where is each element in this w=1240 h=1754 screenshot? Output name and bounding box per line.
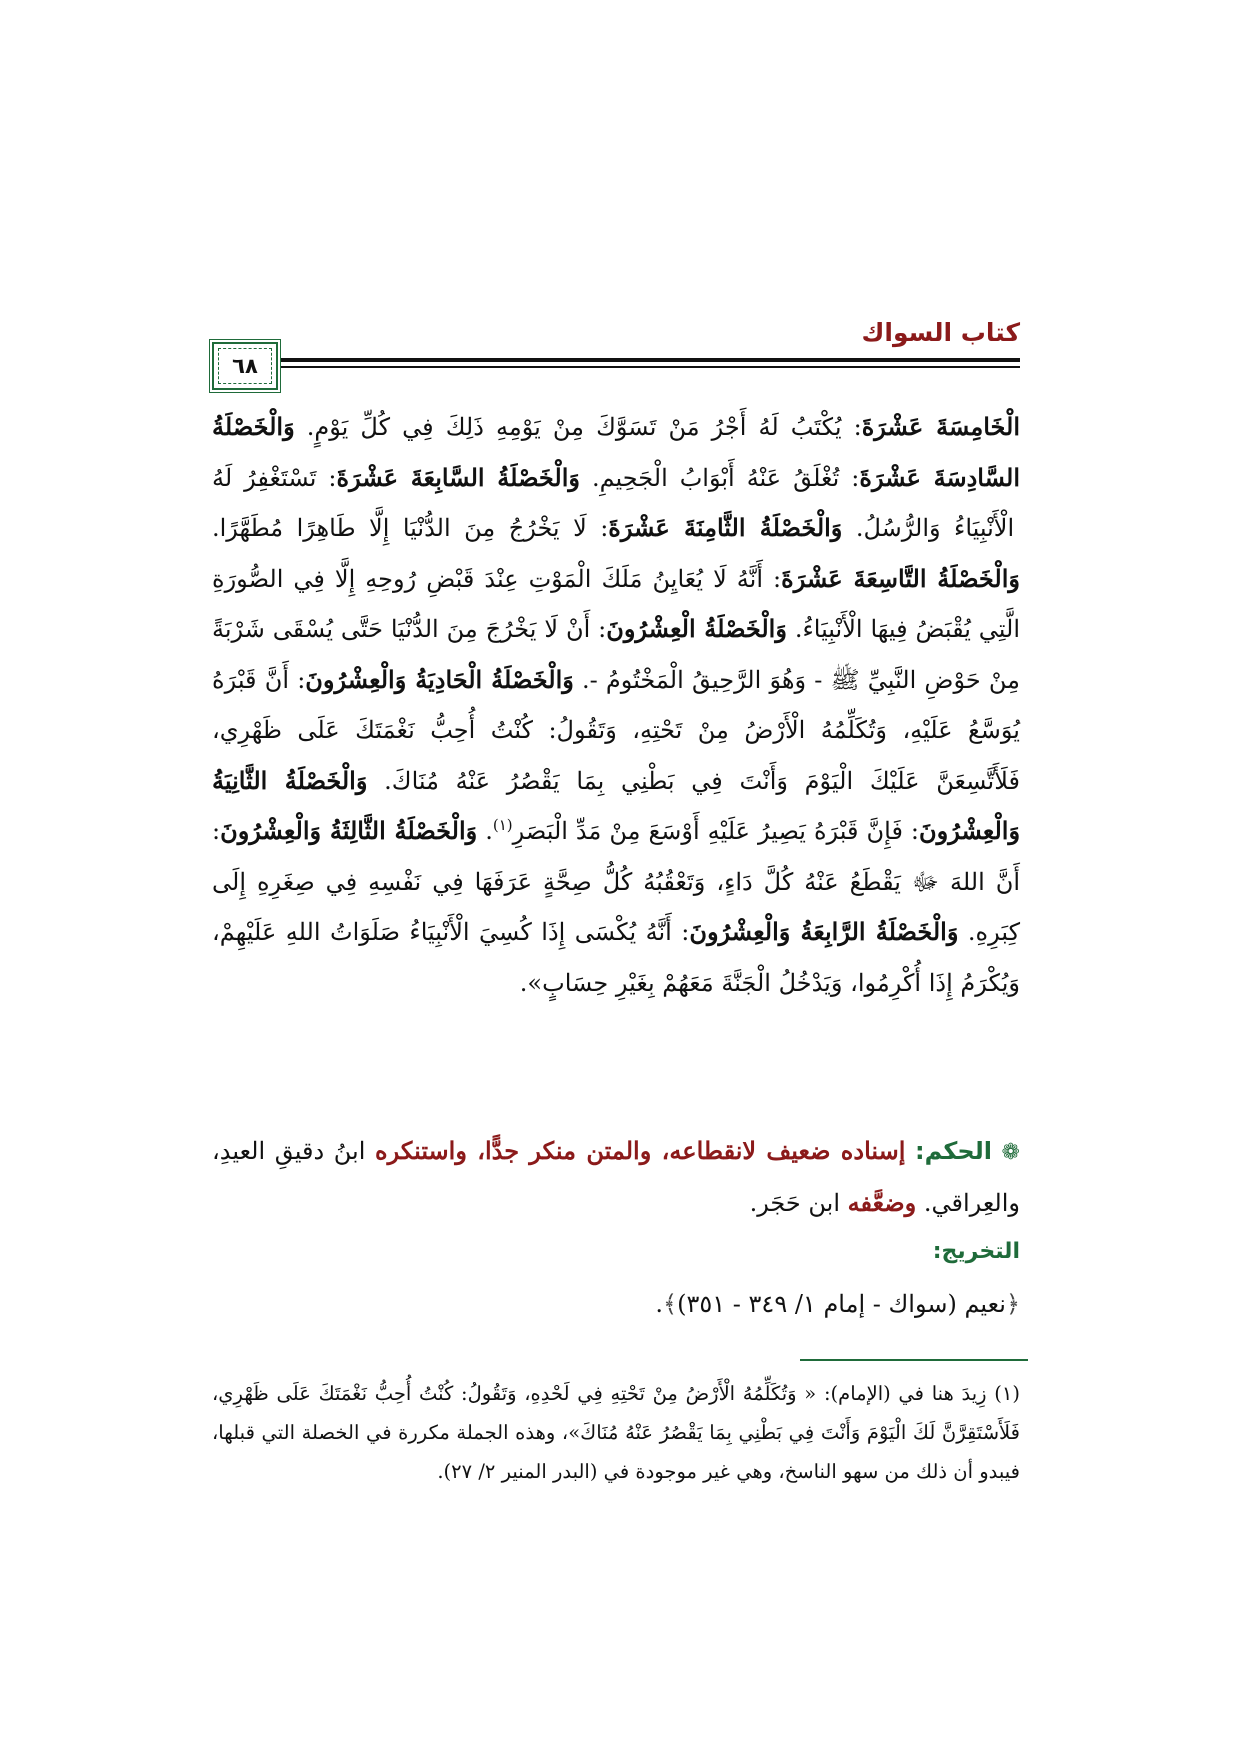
trait-text: : أَنْ لَا يَخْرُجَ مِنَ الدُّنْيَا حَتَّى يُسْقَى شَرْبَةً مِنْ حَوْضِ النَّبِيِّ ﷺ - وَهُوَ الرَّحِيقُ الْمَخْتُومُ -. (212, 615, 1020, 694)
footnote-divider (800, 1359, 1028, 1361)
header-rule (212, 358, 1020, 362)
trait-text: : أَنَّهُ لَا يُعَايِنُ مَلَكَ الْمَوْتِ عِنْدَ قَبْضِ رُوحِهِ إِلَّا فِي الصُّورَةِ الَّتِي يُقْبَضُ فِيهَا الْأَنْبِيَاءُ. (212, 564, 1021, 643)
trait-heading: وَالْخَصْلَةُ الثَّانِيَةُ وَالْعِشْرُونَ (212, 765, 1021, 845)
trait-heading: وَالْخَصْلَةُ السَّابِعَةَ عَشْرَةَ (336, 462, 580, 492)
header-rule-thin (212, 366, 1020, 368)
takhrij-source (212, 1278, 1020, 1330)
hadith-paragraph (212, 402, 1020, 1008)
page-header (212, 316, 1020, 386)
main-text (212, 402, 1020, 1008)
book-title: كتاب السواك (861, 318, 1020, 347)
verdict-weakened: وضعَّفه (847, 1188, 917, 1217)
trait-text: : فَإِنَّ قَبْرَهُ يَصِيرُ عَلَيْهِ أَوْسَعَ مِنْ مَدِّ الْبَصَرِ (512, 817, 920, 845)
verdict-text: ابنُ دقيقِ العيدِ، والعِراقي. (212, 1137, 1020, 1217)
trait-heading: وَالْخَصْلَةُ الْعِشْرُونَ (606, 614, 787, 643)
trait-heading: الْخَامِسَةَ عَشْرَةَ (861, 412, 1020, 441)
trait-heading: وَالْخَصْلَةُ الرَّابِعَةُ وَالْعِشْرُونَ (689, 917, 959, 946)
takhrij-label: التخريج: (932, 1239, 1020, 1264)
trait-text-end: . (477, 817, 493, 845)
footnote-ref[interactable]: (١) (492, 816, 513, 834)
verdict-label: الحكم: (915, 1137, 992, 1165)
takhrij-section (212, 1226, 1020, 1330)
verdict-text-end: ابن حَجَر. (749, 1189, 848, 1217)
trait-text: : أَنَّهُ يُكْسَى إِذَا كُسِيَ الْأَنْبِيَاءُ صَلَوَاتُ اللهِ عَلَيْهِمْ، وَيُكْرَمُ إِذَا أُكْرِمُوا، وَيَدْخُلُ الْجَنَّةَ مَعَهُمْ بِغَيْرِ حِسَابٍ». (212, 918, 1020, 997)
flower-ornament-icon: ❁ (1001, 1140, 1020, 1165)
footnote-text: (١) زِيدَ هنا في (الإمام): « وَتُكَلِّمُهُ الْأَرْضُ مِنْ تَحْتِهِ فِي لَحْدِهِ، وَتَقُولُ: كُنْتُ أُحِبُّ نَغْمَتَكَ عَلَى ظَهْرِي، فَلَأَسْتَقِرَّنَّ لَكَ الْيَوْمَ وَأَنْتَ فِي بَطْنِي بِمَا يَقْصُرُ عَنْهُ مُنَاكَ»، وهذه الجملة مكررة في الخصلة التي قبلها، فيبدو أن ذلك من سهو الناسخ، وهي غير موجودة في (البدر المنير ٢/ ٢٧). (212, 1382, 1020, 1483)
trait-heading: وَالْخَصْلَةُ السَّادِسَةَ عَشْرَةَ (212, 412, 1020, 492)
takhrij-end: . (655, 1290, 664, 1318)
footnote (212, 1374, 1020, 1491)
trait-heading: وَالْخَصْلَةُ الثَّالِثَةُ وَالْعِشْرُونَ (220, 816, 478, 845)
trait-text: : تَسْتَغْفِرُ لَهُ الْأَنْبِيَاءُ وَالرُّسُلُ. (212, 463, 1015, 542)
page-number-badge (212, 342, 278, 390)
trait-text: : أَنَّ قَبْرَهُ يُوَسَّعُ عَلَيْهِ، وَتُكَلِّمُهُ الْأَرْضُ مِنْ تَحْتِهِ، وَتَقُولُ: كُنْتُ أُحِبُّ نَغْمَتَكَ عَلَى ظَهْرِي، فَلَأَتَّسِعَنَّ عَلَيْكَ الْيَوْمَ وَأَنْتَ فِي بَطْنِي بِمَا يَقْصُرُ عَنْهُ مُنَاكَ. (212, 665, 1020, 795)
trait-heading: وَالْخَصْلَةُ الْحَادِيَةُ وَالْعِشْرُونَ (305, 664, 574, 694)
verdict-paragraph (212, 1126, 1020, 1228)
verdict-ruling: إسناده ضعيف لانقطاعه، والمتن منكر جدًّا، واستنكره (375, 1136, 906, 1165)
trait-text: : لَا يَخْرُجُ مِنَ الدُّنْيَا إِلَّا طَاهِرًا مُطَهَّرًا. (212, 514, 609, 542)
takhrij-reference: نعيم (سواك - إمام ١/ ٣٤٩ - ٣٥١) (677, 1290, 1006, 1318)
trait-text: : تُغْلَقُ عَنْهُ أَبْوَابُ الْجَحِيمِ. (579, 463, 860, 492)
trait-heading: وَالْخَصْلَةُ الثَّامِنَةَ عَشْرَةَ (608, 513, 843, 542)
bracket-close: ﴾ (663, 1290, 678, 1318)
bracket-open: ﴿ (1005, 1290, 1020, 1318)
page-number: ٦٨ (232, 354, 258, 378)
trait-heading: وَالْخَصْلَةُ التَّاسِعَةَ عَشْرَةَ (781, 563, 1020, 593)
trait-text: : يُكْتَبُ لَهُ أَجْرُ مَنْ تَسَوَّكَ مِنْ يَوْمِهِ ذَلِكَ فِي كُلِّ يَوْمٍ. (294, 413, 862, 441)
trait-text: : أَنَّ اللهَ ﷻ يَقْطَعُ عَنْهُ كُلَّ دَاءٍ، وَتَعْقُبُهُ كُلُّ صِحَّةٍ عَرَفَهَا فِي نَفْسِهِ فِي صِغَرِهِ إِلَى كِبَرِهِ. (212, 817, 1021, 946)
verdict-section (212, 1126, 1020, 1228)
